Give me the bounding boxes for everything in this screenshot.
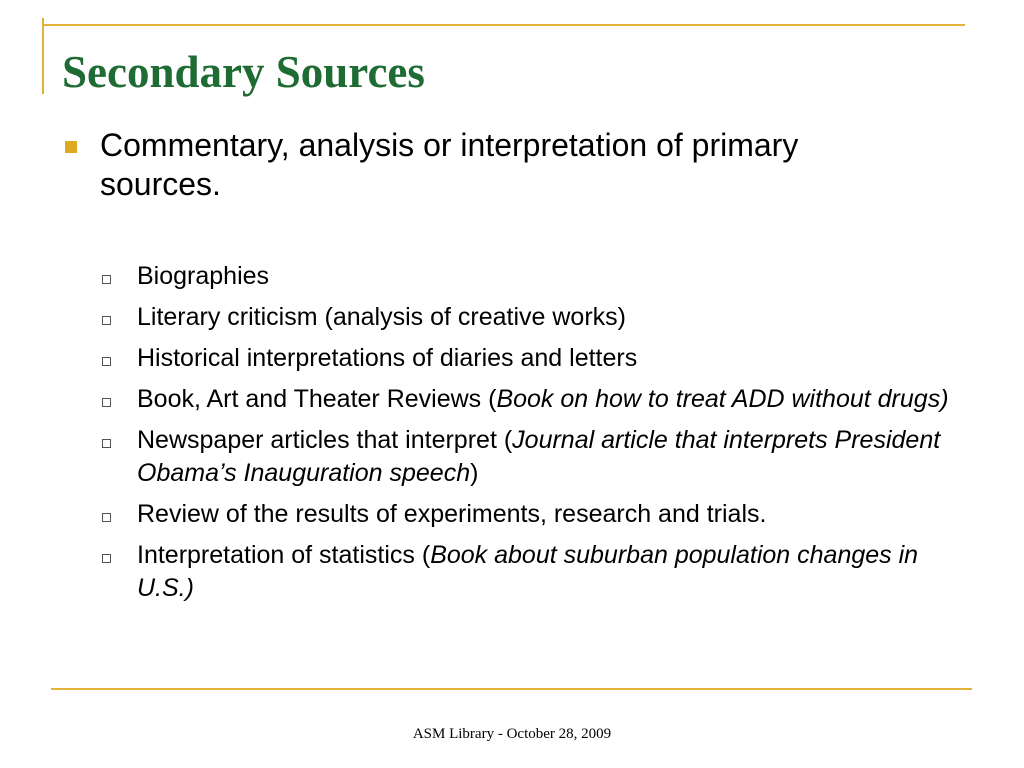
sub-bullet-list: [100, 260, 970, 613]
slide-footer: ASM Library - October 28, 2009: [412, 726, 612, 742]
list-item: Historical interpretations of diaries and letters: [100, 342, 970, 375]
checkbox-bullet-icon: [102, 513, 111, 522]
list-item: Literary criticism (analysis of creative works): [100, 301, 970, 334]
checkbox-bullet-icon: [102, 275, 111, 284]
bottom-rule: [51, 688, 972, 690]
list-item: Review of the results of experiments, research and trials.: [100, 498, 970, 531]
slide-title: Secondary Sources: [62, 47, 425, 97]
checkbox-bullet-icon: [102, 316, 111, 325]
checkbox-bullet-icon: [102, 398, 111, 407]
square-bullet-icon: [65, 141, 77, 153]
main-point-line-1: Commentary, analysis or interpretation of primary: [100, 127, 799, 163]
left-rule: [42, 18, 44, 94]
checkbox-bullet-icon: [102, 439, 111, 448]
main-point-line-2: sources.: [100, 166, 221, 202]
checkbox-bullet-icon: [102, 554, 111, 563]
list-item: Newspaper articles that interpret (Journal article that interprets President Obama’s Inauguration speech): [100, 424, 970, 490]
checkbox-bullet-icon: [102, 357, 111, 366]
main-point: [100, 126, 960, 204]
list-item: Book, Art and Theater Reviews (Book on how to treat ADD without drugs): [100, 383, 970, 416]
list-item: Biographies: [100, 260, 970, 293]
top-rule: [43, 24, 965, 26]
list-item: Interpretation of statistics (Book about suburban population changes in U.S.): [100, 539, 970, 605]
